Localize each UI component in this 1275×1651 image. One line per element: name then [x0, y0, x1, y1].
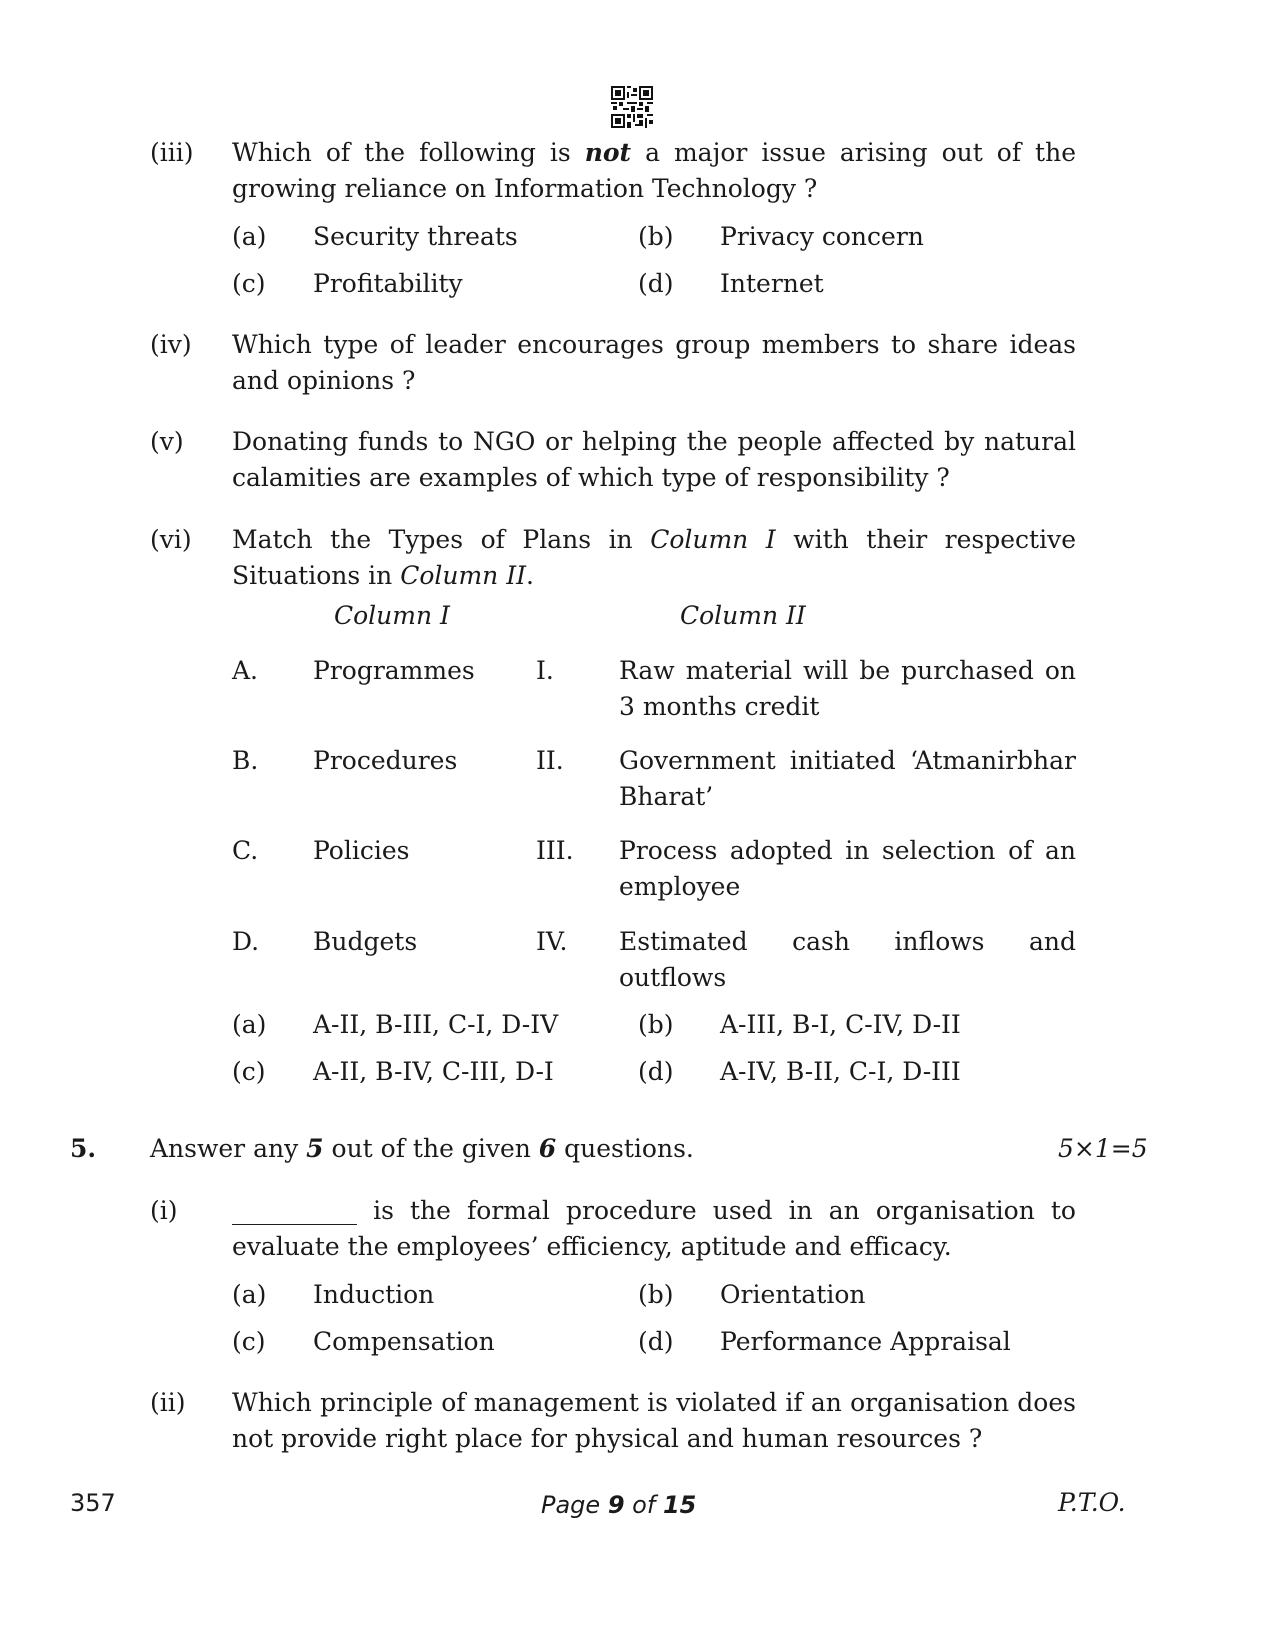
option-text: Orientation: [720, 1280, 866, 1309]
match-situation-line: employee: [619, 872, 741, 901]
section-instruction: Answer any 5 out of the given 6 questions.: [150, 1134, 694, 1163]
match-situation-line: outflows: [619, 963, 727, 992]
match-roman: IV.: [536, 927, 568, 956]
question-number: 5.: [70, 1134, 97, 1163]
question-number: (iii): [150, 138, 194, 167]
option-label: (d): [638, 269, 674, 298]
question-number: (ii): [150, 1388, 186, 1417]
option-text: A-II, B-IV, C-III, D-I: [313, 1057, 554, 1086]
question-text-line: Match the Types of Plans in Column I with their respective: [232, 525, 1077, 554]
option-label: (c): [232, 269, 266, 298]
option-label: (d): [638, 1057, 674, 1086]
option-text: Security threats: [313, 222, 518, 251]
match-situation-line: Process adopted in selection of an: [619, 836, 1076, 865]
match-situation-line: Raw material will be purchased on: [619, 656, 1076, 685]
question-text-line: growing reliance on Information Technology ?: [232, 174, 818, 203]
match-situation-line: Bharat’: [619, 782, 714, 811]
option-label: (c): [232, 1327, 266, 1356]
question-number: (i): [150, 1196, 178, 1225]
option-text: Internet: [720, 269, 824, 298]
option-text: Profitability: [313, 269, 463, 298]
question-number: (vi): [150, 525, 192, 554]
match-letter: A.: [232, 656, 259, 685]
question-text-line: Which type of leader encourages group members to share ideas: [232, 330, 1076, 359]
option-label: (a): [232, 1010, 267, 1039]
match-situation-line: 3 months credit: [619, 692, 820, 721]
match-letter: B.: [232, 746, 259, 775]
option-label: (b): [638, 1010, 674, 1039]
match-situation-line: Government initiated ‘Atmanirbhar: [619, 746, 1076, 775]
question-text-line: Situations in Column II.: [232, 561, 534, 590]
option-text: Performance Appraisal: [720, 1327, 1011, 1356]
match-letter: D.: [232, 927, 260, 956]
question-text-line: evaluate the employees’ efficiency, aptitude and efficacy.: [232, 1232, 952, 1261]
match-item: Policies: [313, 836, 410, 865]
option-label: (a): [232, 1280, 267, 1309]
question-text-line: Donating funds to NGO or helping the people affected by natural: [232, 427, 1076, 456]
option-text: A-IV, B-II, C-I, D-III: [720, 1057, 961, 1086]
match-roman: III.: [536, 836, 574, 865]
match-roman: I.: [536, 656, 554, 685]
option-label: (b): [638, 1280, 674, 1309]
match-roman: II.: [536, 746, 564, 775]
match-item: Budgets: [313, 927, 418, 956]
option-text: A-II, B-III, C-I, D-IV: [313, 1010, 559, 1039]
page-number: Page 9 of 15: [541, 1491, 697, 1519]
question-text-line: __________ is the formal procedure used in an organisation to: [232, 1196, 1076, 1225]
question-text-line: Which of the following is not a major issue arising out of the: [232, 138, 1076, 167]
column-header: Column I: [334, 601, 450, 630]
match-item: Programmes: [313, 656, 475, 685]
option-label: (c): [232, 1057, 266, 1086]
paper-code: 357: [70, 1489, 116, 1517]
option-label: (b): [638, 222, 674, 251]
option-text: A-III, B-I, C-IV, D-II: [720, 1010, 961, 1039]
option-text: Privacy concern: [720, 222, 924, 251]
emphasis-not: not: [584, 138, 632, 167]
qr-code-icon: [611, 86, 653, 128]
marks: 5×1=5: [1058, 1134, 1148, 1163]
answer-blank: __________: [232, 1196, 357, 1225]
question-text-line: not provide right place for physical and human resources ?: [232, 1424, 983, 1453]
question-text-line: Which principle of management is violated if an organisation does: [232, 1388, 1076, 1417]
option-label: (a): [232, 222, 267, 251]
question-text-line: and opinions ?: [232, 366, 416, 395]
match-item: Procedures: [313, 746, 458, 775]
question-number: (v): [150, 427, 184, 456]
question-number: (iv): [150, 330, 192, 359]
option-text: Compensation: [313, 1327, 495, 1356]
option-label: (d): [638, 1327, 674, 1356]
option-text: Induction: [313, 1280, 435, 1309]
match-situation-line: Estimated cash inflows and: [619, 927, 1076, 956]
match-letter: C.: [232, 836, 259, 865]
please-turn-over: P.T.O.: [1058, 1488, 1126, 1517]
question-text-line: calamities are examples of which type of responsibility ?: [232, 463, 950, 492]
column-header: Column II: [680, 601, 806, 630]
